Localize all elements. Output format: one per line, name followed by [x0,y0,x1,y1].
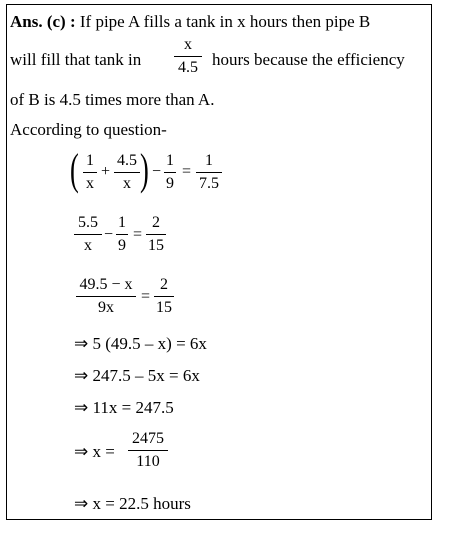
eq1-minus: − [152,163,162,180]
step-4-den: 110 [136,453,160,470]
frac-denominator: 4.5 [178,59,198,76]
frac-bar [74,234,102,235]
eq1-frac-3 [164,152,176,193]
fraction-x-over-4-5 [174,36,202,77]
frac-bar [174,56,202,57]
eq1-f2-num: 4.5 [117,152,137,169]
frac-bar [154,296,174,297]
frac-bar [128,450,168,451]
eq2-f3-num: 2 [152,214,160,231]
eq2-f2-den: 9 [118,237,126,254]
eq3-f1-den: 9x [98,299,114,316]
eq1-f4-den: 7.5 [199,175,219,192]
frac-bar [114,172,140,173]
frac-bar [116,234,128,235]
step-4-pre: ⇒ x = [74,442,115,461]
eq2-equals: = [133,226,143,243]
frac-bar [196,172,222,173]
eq2-frac-3 [146,214,166,255]
frac-numerator: x [184,36,192,53]
eq2-f2-num: 1 [118,214,126,231]
eq1-frac-1 [83,152,97,193]
step-2: ⇒ 247.5 – 5x = 6x [74,366,200,385]
answer-line-2-pre: will fill that tank in [10,50,142,69]
answer-label: Ans. (c) : [10,12,76,31]
step-1: ⇒ 5 (49.5 – x) = 6x [74,334,207,353]
eq2-minus: − [104,226,114,243]
eq1-frac-2 [114,152,140,193]
eq3-equals: = [141,288,151,305]
eq1-f3-num: 1 [166,152,174,169]
eq1-frac-4 [196,152,222,193]
eq1-f1-num: 1 [86,152,94,169]
answer-line-2-post: hours because the efficiency [212,50,405,69]
eq1-f2-den: x [123,175,131,192]
eq2-frac-1 [74,214,102,255]
eq3-frac-2 [154,276,174,317]
step-3: ⇒ 11x = 247.5 [74,398,174,417]
eq1-f1-den: x [86,175,94,192]
step-4-num: 2475 [132,430,164,447]
eq1-f3-den: 9 [166,175,174,192]
eq3-f2-den: 15 [156,299,172,316]
answer-line-4: According to question- [10,120,167,139]
eq1-f4-num: 1 [205,152,213,169]
answer-box [6,4,432,520]
close-paren: ) [140,145,149,194]
eq3-frac-1 [76,276,136,317]
frac-bar [76,296,136,297]
answer-line-1 [10,12,430,32]
answer-text-1: If pipe A fills a tank in x hours then pipe B [79,12,371,31]
eq2-frac-2 [116,214,128,255]
eq2-f1-den: x [84,237,92,254]
eq1-plus: + [101,163,111,180]
eq3-f2-num: 2 [160,276,168,293]
step-4-frac [128,430,168,471]
eq3-f1-num: 49.5 − x [79,276,133,293]
open-paren: ( [70,145,79,194]
eq1-equals: = [182,163,192,180]
answer-line-3: of B is 4.5 times more than A. [10,90,215,109]
frac-bar [164,172,176,173]
eq2-f3-den: 15 [148,237,164,254]
frac-bar [83,172,97,173]
step-5: ⇒ x = 22.5 hours [74,494,191,513]
eq2-f1-num: 5.5 [78,214,98,231]
frac-bar [146,234,166,235]
